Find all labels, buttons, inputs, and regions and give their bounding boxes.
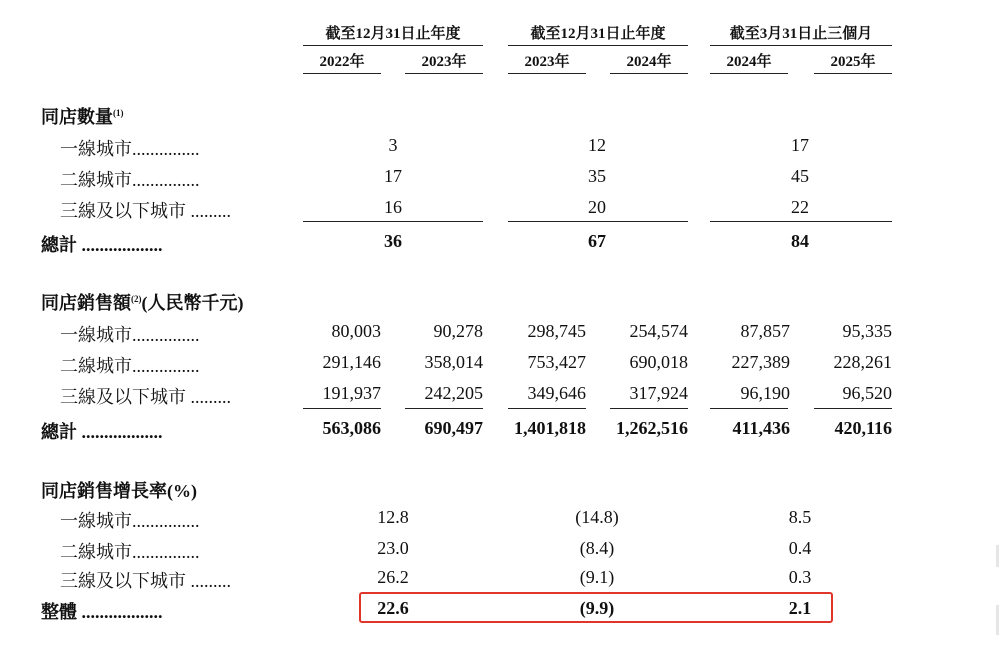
header-group-rule-2 [508,45,688,46]
header-year: 2025年 [830,54,876,70]
cell-value: 0.3 [788,567,812,587]
row-label: 一線城市............... [60,325,200,345]
cell-value: 12 [588,135,606,155]
row-label: 三線及以下城市 ......... [60,387,231,407]
subtotal-rule [710,408,788,409]
section-title-sales: 同店銷售額$^{(2)}$(人民幣千元) [41,293,244,313]
total-value: 1,262,516 [616,418,688,438]
total-value: 67 [588,231,606,251]
row-label: 二線城市............... [60,356,200,376]
cell-value: 358,014 [424,352,483,372]
total-value: 22.6 [377,598,409,618]
cell-value: 96,190 [740,383,790,403]
cell-value: 3 [388,135,398,155]
cell-value: 22 [791,197,809,217]
cell-value: 35 [588,166,606,186]
header-year: 2024年 [726,54,772,70]
header-year: 2024年 [626,54,672,70]
header-year-rule [710,73,788,74]
cell-value: 0.4 [788,538,812,558]
cell-value: 45 [791,166,809,186]
subtotal-rule [610,408,688,409]
header-year-rule [814,73,892,74]
total-value: 2.1 [788,598,812,618]
cell-value: 17 [384,166,402,186]
cell-value: (14.8) [575,507,619,527]
total-value: 84 [791,231,809,251]
cell-value: 12.8 [377,507,409,527]
header-year-rule [303,73,381,74]
cell-value: 90,278 [433,321,483,341]
total-label: 總計 .................. [41,235,163,255]
subtotal-rule [508,221,688,222]
cell-value: 753,427 [527,352,586,372]
header-group-3m: 截至3月31日止三個月 [729,26,873,42]
cell-value: 298,745 [527,321,586,341]
total-label: 整體 .................. [41,602,163,622]
cell-value: 227,389 [731,352,790,372]
total-label: 總計 .................. [41,422,163,442]
total-value: 36 [384,231,402,251]
cell-value: (9.1) [579,567,615,587]
header-year-rule [405,73,483,74]
footnote-marker: (1) [113,108,124,118]
header-year: 2023年 [524,54,570,70]
subtotal-rule [303,408,381,409]
cell-value: 191,937 [322,383,381,403]
cell-value: 96,520 [842,383,892,403]
section-title-growth: 同店銷售增長率(%) [41,481,197,501]
cell-value: 228,261 [833,352,892,372]
row-label: 三線及以下城市 ......... [60,201,231,221]
cell-value: 8.5 [788,507,812,527]
cell-value: 23.0 [377,538,409,558]
cell-value: 87,857 [740,321,790,341]
row-label: 三線及以下城市 ......... [60,571,231,591]
cell-value: 80,003 [331,321,381,341]
row-label: 一線城市............... [60,139,200,159]
cell-value: 317,924 [629,383,688,403]
cell-value: 349,646 [527,383,586,403]
total-value: 690,497 [424,418,483,438]
total-value: 563,086 [322,418,381,438]
cell-value: 16 [384,197,402,217]
header-group-rule-3 [710,45,892,46]
header-group-fy-1: 截至12月31日止年度 [325,26,461,42]
header-group-rule-1 [303,45,483,46]
footnote-marker: (2) [131,294,142,304]
row-label: 二線城市............... [60,170,200,190]
cell-value: 291,146 [322,352,381,372]
cell-value: 20 [588,197,606,217]
total-value: 420,116 [834,418,892,438]
header-year: 2022年 [319,54,365,70]
total-value: 411,436 [732,418,790,438]
subtotal-rule [508,408,586,409]
header-group-fy-2: 截至12月31日止年度 [530,26,666,42]
header-year-rule [508,73,586,74]
cell-value: (8.4) [579,538,615,558]
cell-value: 17 [791,135,809,155]
highlight-box [359,592,833,623]
cell-value: 26.2 [377,567,409,587]
cell-value: 254,574 [629,321,688,341]
total-value: (9.9) [579,598,615,618]
cell-value: 690,018 [629,352,688,372]
row-label: 一線城市............... [60,511,200,531]
subtotal-rule [405,408,483,409]
subtotal-rule [814,408,892,409]
cell-value: 242,205 [424,383,483,403]
subtotal-rule [303,221,483,222]
header-year: 2023年 [421,54,467,70]
section-title-store-count: 同店數量$^{(1)}$ [41,107,124,127]
header-year-rule [610,73,688,74]
cell-value: 95,335 [842,321,892,341]
row-label: 二線城市............... [60,542,200,562]
subtotal-rule [710,221,892,222]
total-value: 1,401,818 [514,418,586,438]
